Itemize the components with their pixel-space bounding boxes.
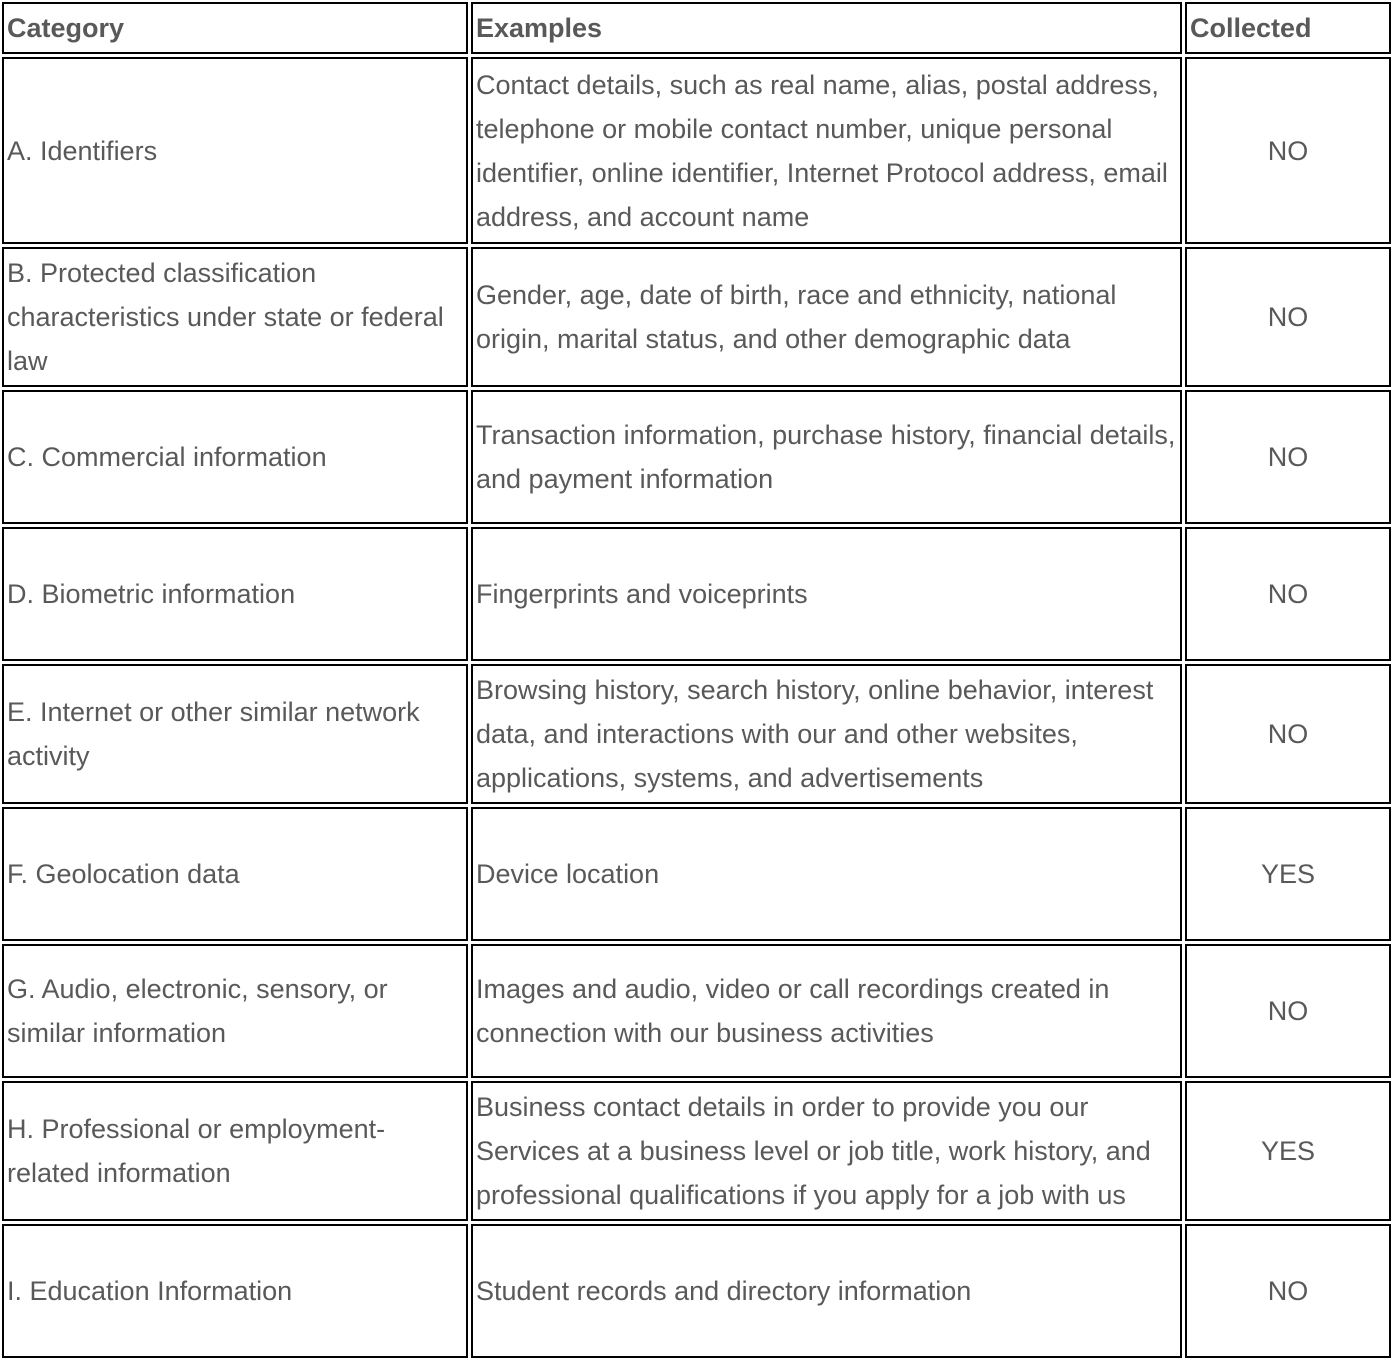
category-cell: E. Internet or other similar network activity xyxy=(2,664,468,804)
table-row xyxy=(2,1081,1391,1221)
category-cell: D. Biometric information xyxy=(2,527,468,661)
header-category: Category xyxy=(2,2,468,54)
collected-cell: YES xyxy=(1185,807,1391,941)
table-row xyxy=(2,57,1391,244)
category-cell: F. Geolocation data xyxy=(2,807,468,941)
table-row xyxy=(2,807,1391,941)
examples-cell: Device location xyxy=(471,807,1182,941)
table-row xyxy=(2,527,1391,661)
collected-cell: NO xyxy=(1185,1224,1391,1358)
category-cell: A. Identifiers xyxy=(2,57,468,244)
collected-cell: NO xyxy=(1185,527,1391,661)
table-header-row xyxy=(2,2,1391,54)
examples-cell: Images and audio, video or call recordings created in connection with our business activities xyxy=(471,944,1182,1078)
table-row xyxy=(2,664,1391,804)
examples-cell: Fingerprints and voiceprints xyxy=(471,527,1182,661)
examples-cell: Browsing history, search history, online behavior, interest data, and interactions with our and other websites, applications, systems, and advertisements xyxy=(471,664,1182,804)
table-row xyxy=(2,1224,1391,1358)
examples-cell: Business contact details in order to provide you our Services at a business level or job title, work history, and professional qualifications if you apply for a job with us xyxy=(471,1081,1182,1221)
category-cell: G. Audio, electronic, sensory, or similar information xyxy=(2,944,468,1078)
category-cell: C. Commercial information xyxy=(2,390,468,524)
category-cell: H. Professional or employment-related information xyxy=(2,1081,468,1221)
collected-cell: NO xyxy=(1185,57,1391,244)
examples-cell: Gender, age, date of birth, race and ethnicity, national origin, marital status, and other demographic data xyxy=(471,247,1182,387)
category-cell: B. Protected classification characteristics under state or federal law xyxy=(2,247,468,387)
category-cell: I. Education Information xyxy=(2,1224,468,1358)
header-examples: Examples xyxy=(471,2,1182,54)
table-row xyxy=(2,944,1391,1078)
collected-cell: NO xyxy=(1185,944,1391,1078)
header-collected: Collected xyxy=(1185,2,1391,54)
table-row xyxy=(2,247,1391,387)
collected-cell: NO xyxy=(1185,664,1391,804)
examples-cell: Transaction information, purchase history, financial details, and payment information xyxy=(471,390,1182,524)
examples-cell: Contact details, such as real name, alias, postal address, telephone or mobile contact number, unique personal identifier, online identifier, Internet Protocol address, email address, and account name xyxy=(471,57,1182,244)
collected-cell: NO xyxy=(1185,390,1391,524)
table-row xyxy=(2,390,1391,524)
collected-cell: NO xyxy=(1185,247,1391,387)
collected-cell: YES xyxy=(1185,1081,1391,1221)
examples-cell: Student records and directory information xyxy=(471,1224,1182,1358)
